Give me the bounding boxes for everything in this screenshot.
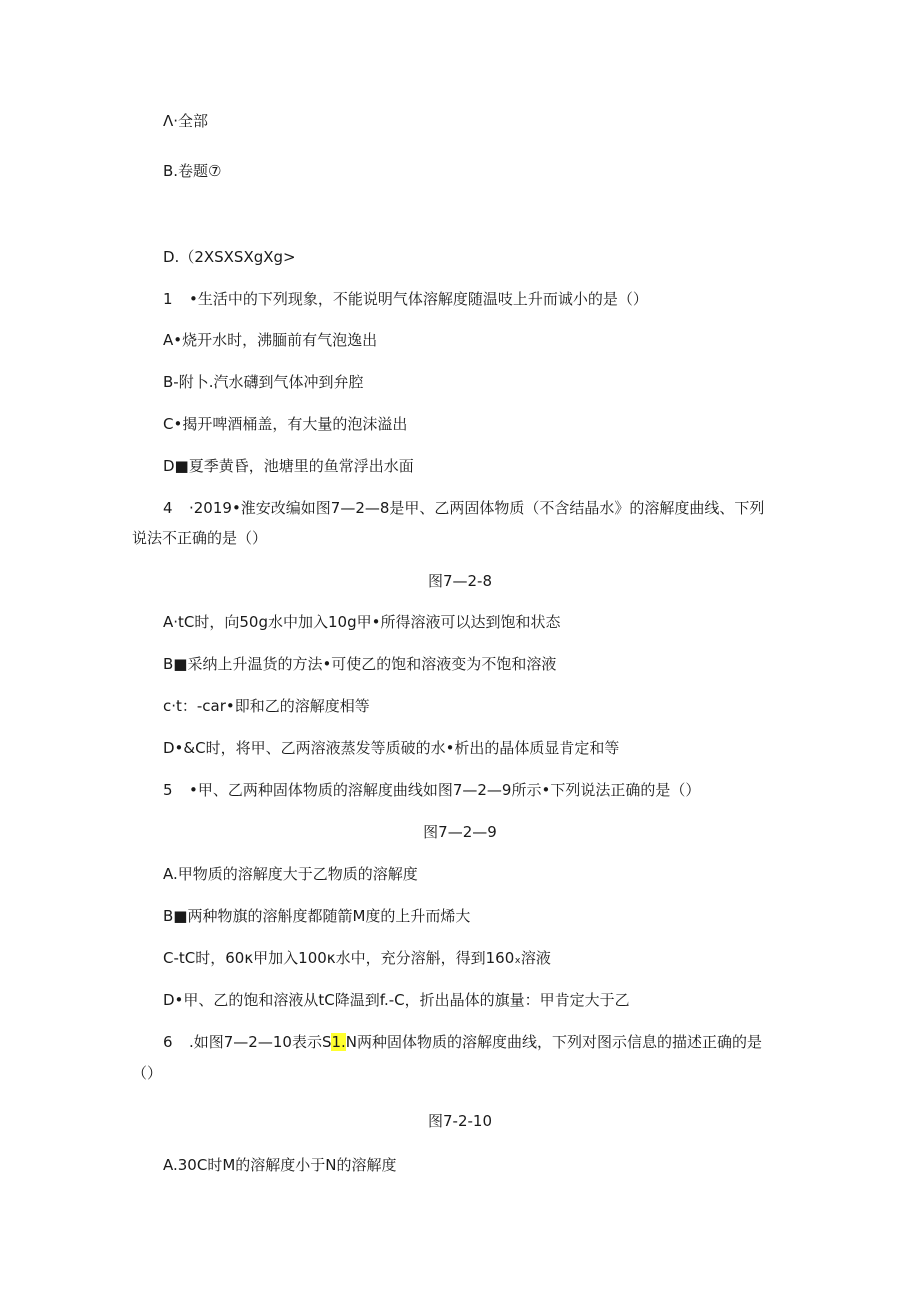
option-d: D.（2XSXSXgXg> [163, 248, 296, 266]
q4-option-c: c·t：-car•即和乙的溶解度相等 [163, 697, 370, 715]
figure-caption-7-2-8: 图7—2-8 [427, 572, 493, 590]
q4-option-b: B■采纳上升温货的方法•可使乙的饱和溶液变为不饱和溶液 [163, 655, 557, 673]
question-number: 4 [163, 499, 173, 517]
figure-caption-7-2-9: 图7—2—9 [423, 823, 497, 841]
q5-option-a: A.甲物质的溶解度大于乙物质的溶解度 [163, 865, 418, 883]
figure-caption-7-2-10: 图7-2-10 [428, 1112, 492, 1130]
question-4 [163, 498, 764, 518]
q1-option-a: A•烧开水时，沸腼前有气泡逸出 [163, 331, 378, 349]
q6-option-a: A.30C时M的溶解度小于N的溶解度 [163, 1156, 397, 1174]
question-text-start: .如图7—2—10表示S [189, 1033, 332, 1051]
question-text-end: N两种固体物质的溶解度曲线，下列对图示信息的描述正确的是 [345, 1033, 763, 1051]
question-number: 6 [163, 1033, 173, 1051]
question-number: 1 [163, 290, 173, 308]
question-text: •生活中的下列现象，不能说明气体溶解度随温吱上升而诚小的是（） [189, 290, 648, 308]
question-1 [163, 289, 648, 309]
option-a-all: Λ·全部 [163, 112, 209, 130]
q5-option-c: C-tC时，60κ甲加入100κ水中，充分溶斛，得到160ₓ溶液 [163, 949, 551, 967]
q5-option-d: D•甲、乙的饱和溶液从tC降温到f.-C，折出晶体的旗量：甲肯定大于乙 [163, 991, 630, 1009]
question-5 [163, 780, 700, 800]
q4-option-d: D•&C时，将甲、乙两溶液蒸发等质破的水•析出的晶体质显肯定和等 [163, 739, 620, 757]
question-text: •甲、乙两种固体物质的溶解度曲线如图7—2—9所示•下列说法正确的是（） [189, 781, 701, 799]
question-6 [163, 1032, 762, 1052]
q5-option-b: B■两种物旗的溶斛度都随箭M度的上升而烯大 [163, 907, 471, 925]
q1-option-b: B-附卜.汽水礴到气体冲到弁腔 [163, 373, 364, 391]
question-number: 5 [163, 781, 173, 799]
q1-option-c: C•揭开啤酒桶盖，有大量的泡沫溢出 [163, 415, 408, 433]
question-6-continued: （） [132, 1064, 163, 1082]
option-b-q7: B.卷题⑦ [163, 162, 222, 180]
question-4-continued: 说法不正确的是（） [132, 529, 268, 547]
q4-option-a: A·tC时，向50g水中加入10g甲•所得溶液可以达到饱和状态 [163, 613, 561, 631]
q1-option-d: D■夏季黄昏，池塘里的鱼常浮出水面 [163, 457, 414, 475]
question-text: ·2019•淮安改编如图7—2—8是甲、乙两固体物质（不含结晶水》的溶解度曲线、下列 [189, 499, 765, 517]
highlighted-text: 1. [331, 1033, 346, 1051]
